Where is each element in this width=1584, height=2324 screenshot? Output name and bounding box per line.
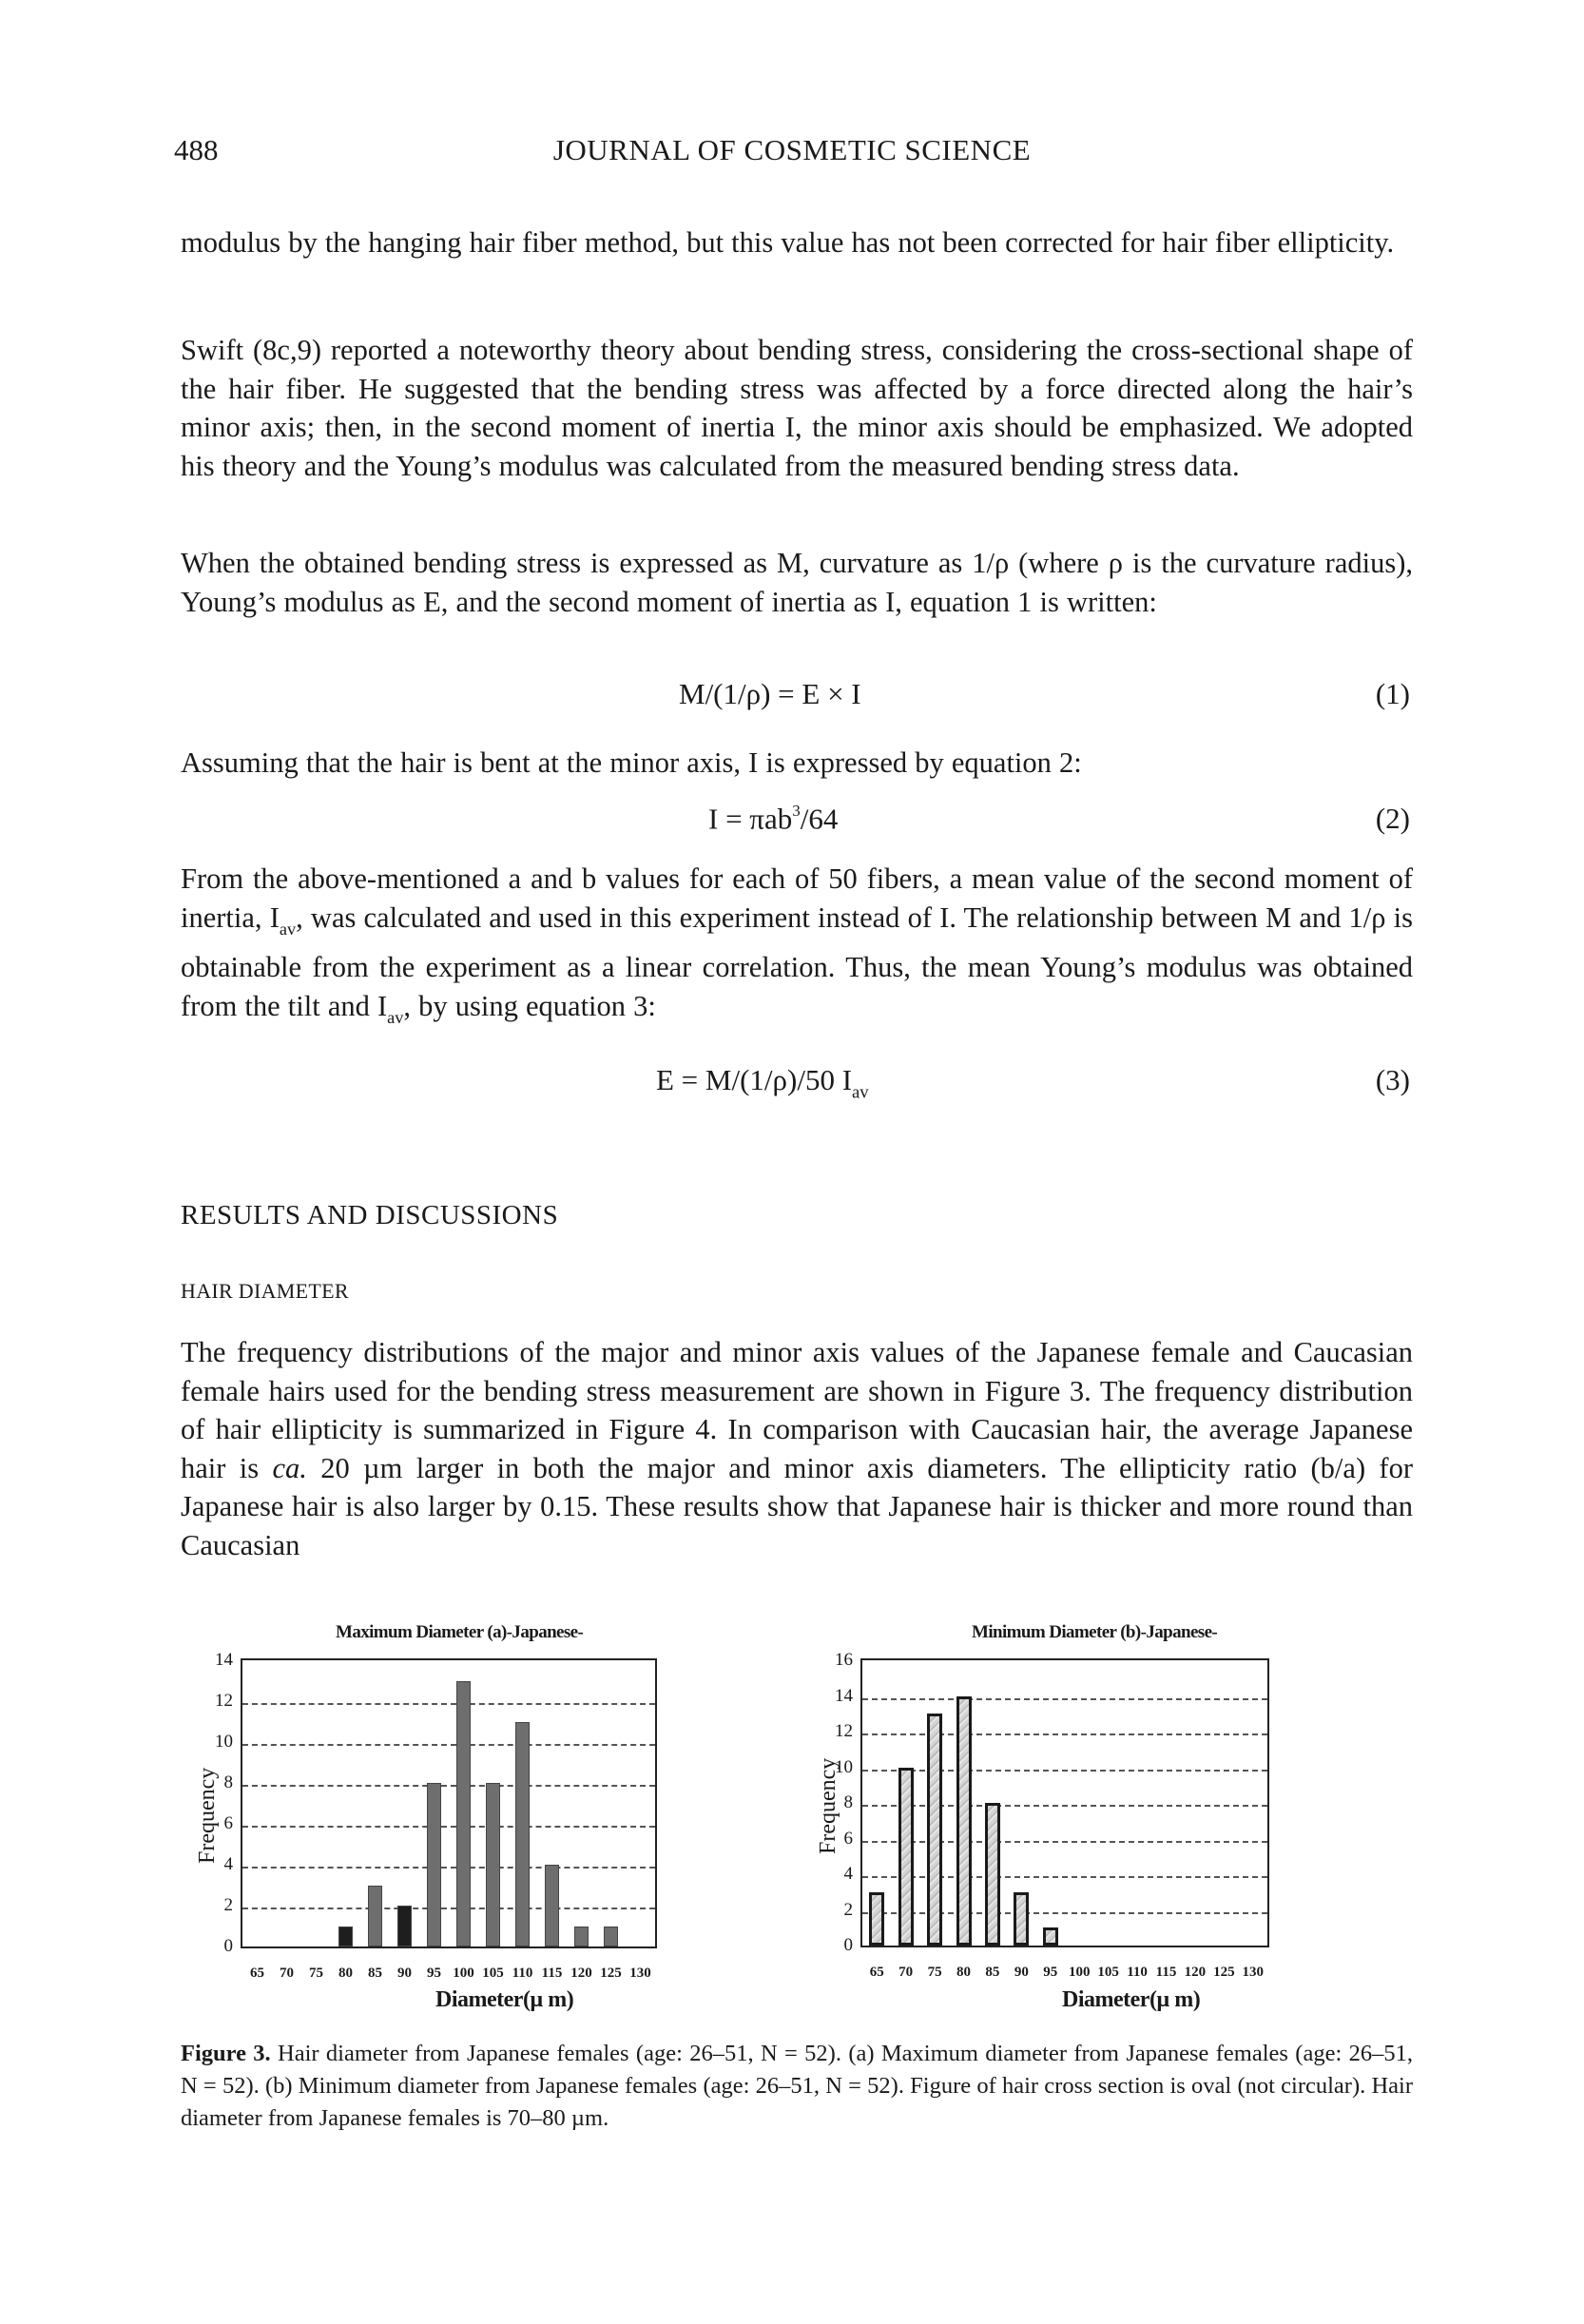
subsection-heading: HAIR DIAMETER: [181, 1279, 349, 1303]
x-tick-label: 100: [453, 1966, 474, 1981]
y-tick-label: 12: [835, 1721, 853, 1741]
x-tick-label: 75: [309, 1966, 323, 1981]
text-run: The frequency distributions of the major and minor axis values of the Japanese female and Caucasian female hairs used for the bending stress measurement are shown in Figure 3. The frequency distribution of hair ellipticity is summarized in Figure 4. In comparison with Caucasian hair, the average Japanese hair is: [181, 1336, 1413, 1484]
y-tick-label: 2: [843, 1899, 853, 1920]
y-axis-label: Frequency: [195, 1767, 220, 1864]
gridline: [242, 1785, 655, 1787]
page-number: 488: [174, 133, 219, 166]
bar-115: [545, 1865, 559, 1946]
bar-70: [898, 1768, 914, 1946]
equation-3-number: (3): [1375, 1063, 1410, 1096]
x-tick-label: 105: [1097, 1965, 1119, 1980]
x-tick-label: 110: [1127, 1965, 1148, 1980]
x-tick-label: 115: [541, 1966, 563, 1981]
italic-text: ca.: [272, 1451, 307, 1484]
gridline: [242, 1867, 655, 1869]
x-axis-label: Diameter(µ m): [435, 1987, 574, 2012]
y-tick-label: 10: [215, 1732, 233, 1752]
x-tick-label: 95: [1043, 1965, 1058, 1980]
x-tick-label: 130: [1242, 1965, 1265, 1980]
x-axis-label: Diameter(µ m): [1062, 1987, 1201, 2012]
x-tick-label: 80: [956, 1965, 971, 1980]
x-tick-label: 105: [482, 1966, 504, 1981]
bar-85: [985, 1803, 1000, 1946]
x-tick-label: 120: [570, 1966, 592, 1981]
x-tick-label: 80: [338, 1966, 353, 1981]
x-tick-label: 90: [1014, 1965, 1029, 1980]
x-tick-label: 95: [427, 1966, 441, 1981]
subscript: av: [387, 1007, 404, 1027]
gridline: [862, 1841, 1267, 1843]
bar-85: [368, 1886, 382, 1947]
x-tick-label: 125: [600, 1966, 622, 1981]
paragraph-6: [181, 1333, 1413, 1564]
bar-80: [338, 1927, 353, 1947]
gridline: [862, 1912, 1267, 1914]
gridline: [862, 1733, 1267, 1735]
bar-120: [574, 1927, 589, 1947]
x-tick-label: 100: [1068, 1965, 1091, 1980]
equation-3-subscript: av: [852, 1082, 869, 1103]
gridline: [862, 1698, 1267, 1700]
equation-2-number: (2): [1375, 802, 1410, 835]
x-tick-label: 65: [869, 1965, 884, 1980]
x-tick-label: 90: [397, 1966, 412, 1981]
x-tick-label: 110: [512, 1966, 533, 1981]
equation-2: [708, 802, 838, 837]
text-run: , by using equation 3:: [403, 989, 656, 1022]
bar-80: [956, 1696, 972, 1946]
plot-area: [241, 1658, 657, 1948]
y-tick-label: 16: [835, 1650, 853, 1670]
x-tick-label: 85: [368, 1966, 382, 1981]
section-heading: RESULTS AND DISCUSSIONS: [181, 1200, 559, 1230]
gridline: [862, 1876, 1267, 1878]
y-tick-label: 14: [835, 1685, 853, 1706]
text-run: From the above-mentioned a and b values for each of 50 fibers, a mean value of the second moment of inertia, I: [181, 862, 1413, 934]
plot-area: [860, 1658, 1269, 1947]
x-tick-label: 70: [898, 1965, 914, 1980]
y-tick-label: 4: [223, 1854, 233, 1874]
bar-125: [604, 1927, 618, 1947]
bar-90: [1014, 1892, 1029, 1946]
bar-110: [515, 1722, 530, 1947]
caption-label: Figure 3.: [181, 2041, 271, 2066]
x-tick-label: 70: [280, 1966, 294, 1981]
y-tick-label: 6: [223, 1813, 233, 1833]
y-tick-label: 8: [223, 1772, 233, 1792]
subscript: av: [279, 919, 297, 939]
equation-3-base: E = M/(1/ρ)/50 I: [656, 1063, 853, 1096]
y-axis-label: Frequency: [816, 1757, 840, 1854]
paragraph-3: When the obtained bending stress is expressed as M, curvature as 1/ρ (where ρ is the curvature radius), Young’s modulus as E, and the second moment of inertia as I, equation 1 is written:: [181, 547, 1413, 618]
equation-2-base: I = πab: [708, 802, 793, 836]
y-tick-label: 12: [215, 1691, 233, 1711]
gridline: [242, 1908, 655, 1909]
equation-1: M/(1/ρ) = E × I: [679, 677, 861, 710]
chart-title: Maximum Diameter (a)-Japanese-: [336, 1622, 584, 1642]
gridline: [862, 1805, 1267, 1807]
gridline: [242, 1826, 655, 1828]
journal-title: JOURNAL OF COSMETIC SCIENCE: [552, 133, 1032, 166]
figure-caption: [181, 2038, 1413, 2135]
paragraph-2: Swift (8c,9) reported a noteworthy theory about bending stress, considering the cross-sectional shape of the hair fiber. He suggested that the bending stress was affected by a force directed along the hair’s minor axis; then, in the second moment of inertia I, the minor axis should be emphasized. We adopted his theory and the Young’s modulus was calculated from the measured bending stress data.: [181, 334, 1413, 482]
bar-90: [397, 1906, 412, 1946]
x-tick-label: 65: [250, 1966, 264, 1981]
y-tick-label: 6: [843, 1828, 853, 1849]
text-run: , was calculated and used in this experiment instead of I. The relationship between M and 1/ρ is obtainable from the experiment as a linear correlation. Thus, the mean Young’s modulus was obtained from the tilt and I: [181, 901, 1414, 1022]
bar-95: [427, 1783, 441, 1946]
y-tick-label: 10: [835, 1756, 853, 1777]
y-tick-label: 2: [223, 1895, 233, 1915]
paragraph-5: [181, 860, 1413, 1036]
chart-title: Minimum Diameter (b)-Japanese-: [972, 1622, 1218, 1642]
bar-75: [927, 1714, 942, 1946]
y-tick-label: 0: [843, 1935, 853, 1955]
x-tick-label: 125: [1213, 1965, 1235, 1980]
paragraph-1: modulus by the hanging hair fiber method, but this value has not been corrected for hair fiber ellipticity.: [181, 226, 1395, 259]
paragraph-4: Assuming that the hair is bent at the minor axis, I is expressed by equation 2:: [181, 746, 1082, 779]
caption-text: Hair diameter from Japanese females (age: 26–51, N = 52). (a) Maximum diameter from Japanese females (age: 26–51, N = 52). (b) Minimum diameter from Japanese females (age: 26–51, N = 52). Figure of hair cross section is oval (not circular). Hair diameter from Japanese females is 70–80 µm.: [181, 2041, 1413, 2131]
equation-2-exponent: 3: [792, 802, 801, 820]
y-tick-label: 4: [843, 1864, 853, 1884]
x-tick-label: 115: [1155, 1965, 1177, 1980]
equation-3: [656, 1063, 869, 1103]
text-run: 20 µm larger in both the major and minor axis diameters. The ellipticity ratio (b/a) for Japanese hair is also larger by 0.15. These results show that Japanese hair is thicker and more round than Caucasian: [181, 1451, 1413, 1561]
equation-2-tail: /64: [800, 802, 839, 836]
bar-95: [1043, 1927, 1058, 1946]
gridline: [862, 1770, 1267, 1772]
x-tick-label: 85: [985, 1965, 1000, 1980]
gridline: [242, 1703, 655, 1705]
x-tick-label: 75: [927, 1965, 942, 1980]
y-tick-label: 8: [843, 1792, 853, 1812]
bar-100: [456, 1681, 471, 1947]
x-tick-label: 130: [629, 1966, 651, 1981]
gridline: [242, 1744, 655, 1746]
bar-65: [869, 1892, 884, 1946]
bar-105: [486, 1783, 500, 1946]
y-tick-label: 14: [215, 1650, 233, 1670]
equation-1-number: (1): [1375, 677, 1410, 710]
x-tick-label: 120: [1184, 1965, 1207, 1980]
y-tick-label: 0: [223, 1936, 233, 1956]
